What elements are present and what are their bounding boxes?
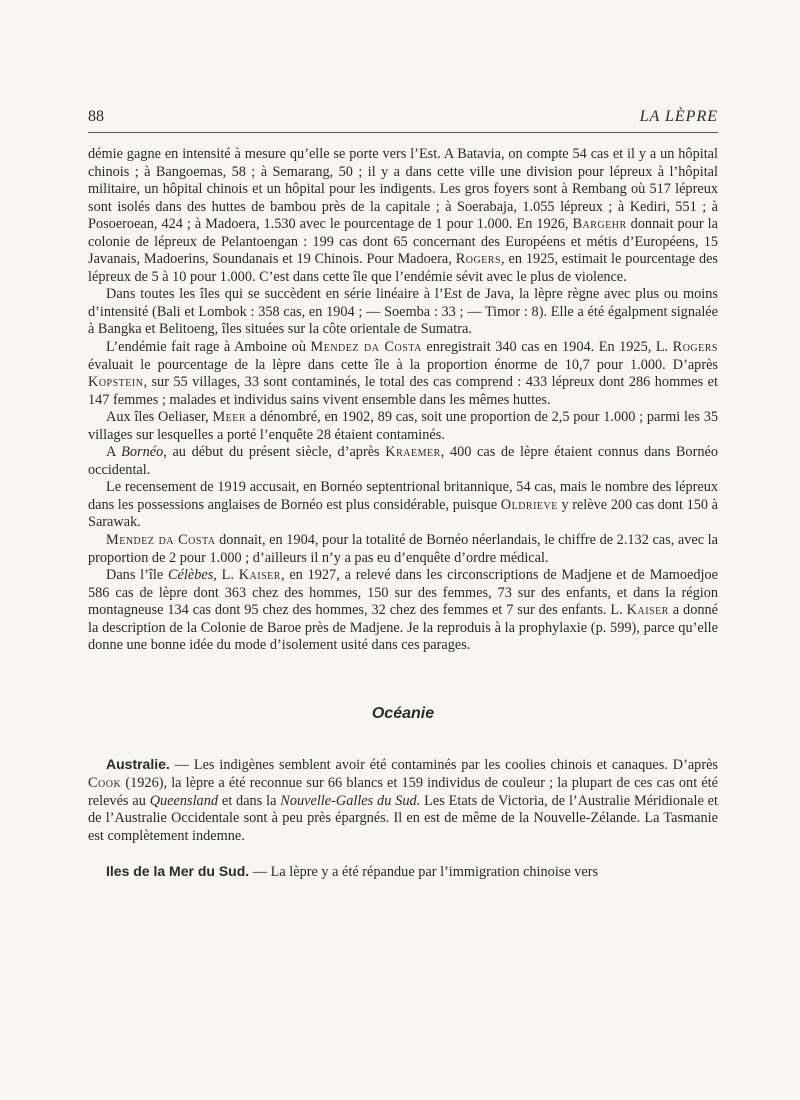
paragraph-java: démie gagne en intensité à mesure qu’elle se porte vers l’Est. A Batavia, on compte 54 cas et il y a un hôpital chinois ; à Bangoemas, 58 ; à Semarang, 50 ; il y a dans cette ville une division pour lépreux à l’hôpital militaire, un hôpital chinois et un hôpital pour les indigents. Les gros foyers sont à Rembang où 517 lépreux sont isolés dans des huttes de bambou près de la capitale ; à Soerabaja, 1.055 lépreux ; à Kediri, 551 ; à Posoeroean, 424 ; à Madoera, 1.530 avec le pourcentage de 1 pour 1.000. En 1926, Bargehr donnait pour la colonie de lépreux de Pelantoengan : 199 cas dont 65 concernant des Européens et métis d’Européens, 15 Javanais, Madoerins, Soundanais et 19 Chinois. Pour Madoera, Rogers, en 1925, estimait le pourcentage des lépreux de 5 à 10 pour 1.000. C’est dans cette île que l’endémie sévit avec le plus de violence. (88, 146, 718, 285)
paragraph-borneo-census: Le recensement de 1919 accusait, en Bornéo septentrional britannique, 54 cas, mais le nombre des lépreux dans les possessions anglaises de Bornéo est plus considérable, puisque Oldrieve y relève 200 cas dont 150 à Sarawak. (88, 479, 718, 531)
place-name: Nouvelle-Galles du Sud. (280, 792, 421, 809)
author-name: Rogers (672, 339, 718, 356)
paragraph-borneo: A Bornéo, au début du présent siècle, d’après Kraemer, 400 cas de lèpre étaient connus dans Bornéo occidental. (88, 444, 718, 478)
page-body (88, 146, 718, 882)
running-title: LA LÈPRE (639, 108, 718, 125)
paragraph-borneo-dutch: Mendez da Costa donnait, en 1904, pour la totalité de Bornéo néerlandais, le chiffre de 2.132 cas, avec la proportion de 2 pour 1.000 ; d’ailleurs il n’y a pas eu d’enquête d’ordre médical. (88, 532, 719, 566)
paragraph-australie: Australie. — Les indigènes semblent avoir été contaminés par les coolies chinois et canaques. D’après Cook (1926), la lèpre a été reconnue sur 66 blancs et 159 individus de couleur ; la plupart de ces cas ont été relevés au Queensland et dans la Nouvelle-Galles du Sud. Les Etats de Victoria, de l’Australie Méridionale et de l’Australie Occidentale sont à peu près épargnés. Il en est de même de la Nouvelle-Zélande. La Tasmanie est complètement indemne. (88, 756, 718, 844)
author-name: Rogers (455, 251, 502, 268)
place-name: Célèbes (168, 567, 214, 584)
run-in-heading: Australie. (106, 756, 170, 773)
author-name: Meer (212, 409, 247, 426)
section-heading: Océanie (371, 704, 435, 722)
author-name: Oldrieve (500, 496, 558, 513)
author-name: Mendez da Costa (310, 339, 422, 356)
paragraph-amboine: L’endémie fait rage à Amboine où Mendez da Costa enregistrait 340 cas en 1904. En 1925, L. Rogers évaluait le pourcentage de la lèpre dans cette île à la proportion énorme de 10,7 pour 1.000. D’après Kopstein, sur 55 villages, 33 sont contaminés, le total des cas comprend : 433 lépreux dont 286 hommes et 147 femmes ; malades et individus sains vivent ensemble dans les mêmes huttes. (88, 339, 718, 408)
author-name: Kraemer (385, 444, 441, 461)
paragraph-islands-east-java: Dans toutes les îles qui se succèdent en série linéaire à l’Est de Java, la lèpre règne avec plus ou moins d’intensité (Bali et Lombok : 358 cas, en 1904 ; — Soemba : 33 ; — Timor : 8). Elle a été égalpment signalée à Bangka et Belitoeng, îles situées sur la côte orientale de Sumatra. (88, 286, 718, 338)
spacer (88, 845, 718, 863)
paragraph-mer-du-sud: Iles de la Mer du Sud. — La lèpre y a été répandue par l’immigration chinoise vers (106, 863, 599, 881)
author-name: Kaiser (238, 567, 281, 584)
paragraph-oeliaser: Aux îles Oeliaser, Meer a dénombré, en 1902, 89 cas, soit une proportion de 2,5 pour 1.000 ; parmi les 35 villages sur lesquelles a porté l’enquête 28 étaient contaminés. (88, 409, 718, 443)
author-name: Mendez da Costa (106, 532, 216, 549)
paragraph-celebes: Dans l’île Célèbes, L. Kaiser, en 1927, a relevé dans les circonscriptions de Madjene et de Mamoedjoe 586 cas de lèpre dont 363 chez des hommes, 150 sur des femmes, 73 sur des enfants, et dans la région montagneuse 134 cas dont 95 chez des hommes, 32 chez des femmes et 7 sur des enfants. L. Kaiser a donné la description de la Colonie de Baroe près de Madjene. Je la reproduis à la prophylaxie (p. 599), parce qu’elle donne une bonne idée du mode d’isolement usité dans ces parages. (88, 567, 719, 654)
author-name: Cook (88, 774, 122, 791)
place-name: Queensland (149, 792, 218, 809)
place-name: Bornéo (121, 444, 164, 461)
page-header (88, 108, 718, 133)
run-in-heading: Iles de la Mer du Sud. (106, 863, 250, 880)
page-number: 88 (88, 108, 104, 125)
author-name: Kopstein (88, 374, 144, 391)
author-name: Kaiser (626, 602, 669, 619)
author-name: Bargehr (572, 216, 627, 233)
